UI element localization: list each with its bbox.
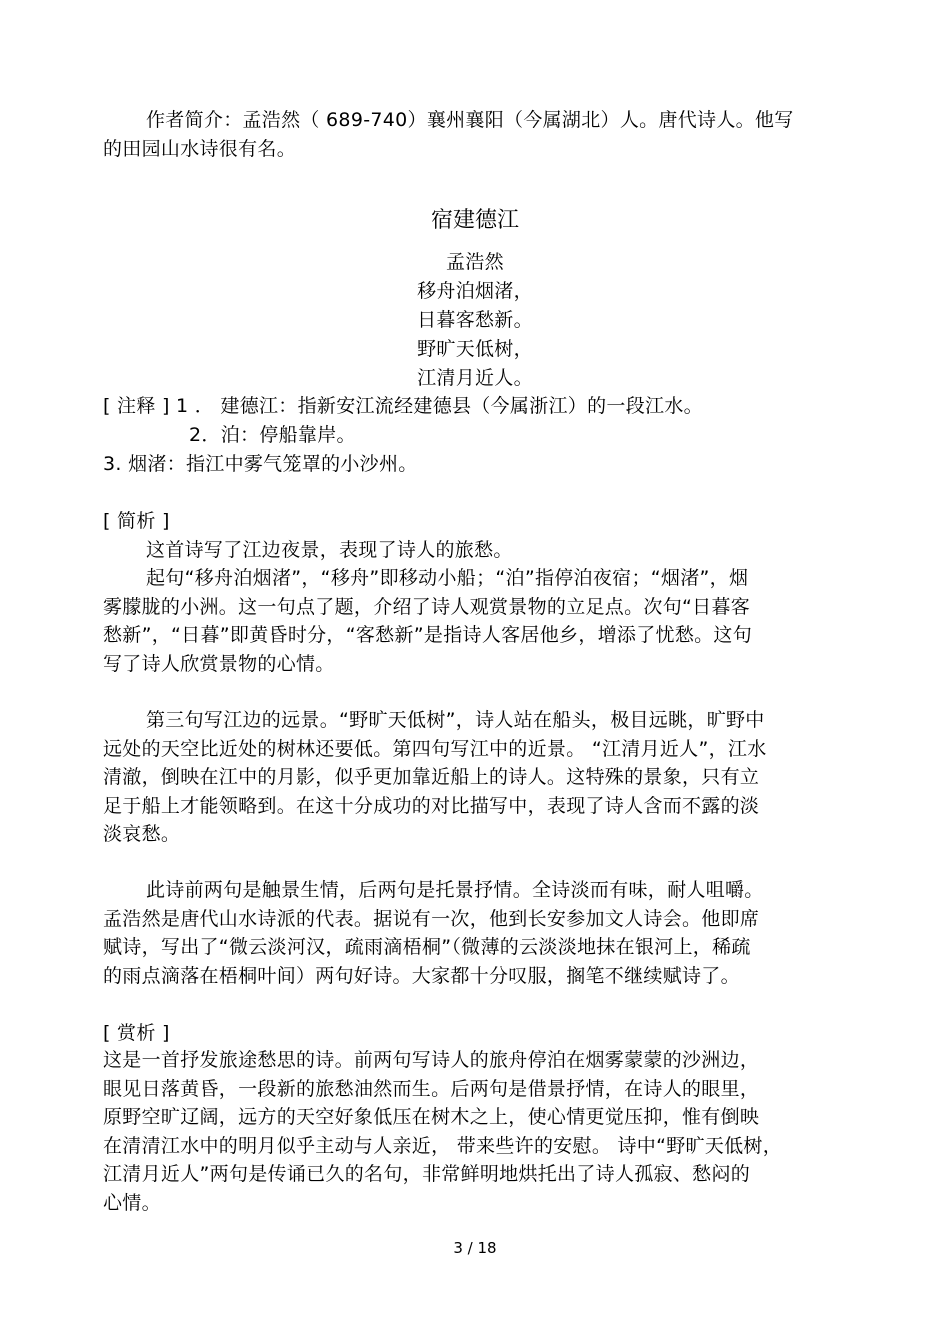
analysis-line: 淡哀愁。 [103,823,181,845]
analysis-line: 雾朦胧的小洲。这一句点了题，介绍了诗人观赏景物的立足点。次句“日暮客 [103,596,751,618]
author-intro-line-2: 的田园山水诗很有名。 [103,138,297,160]
appreciation-line: 这是一首抒发旅途愁思的诗。前两句写诗人的旅舟停泊在烟雾蒙蒙的沙洲边， [103,1049,760,1071]
poem-line-3: 野旷天低树， [417,338,533,360]
analysis-line: 远处的天空比近处的树林还要低。第四句写江中的近景。 “江清月近人”，江水 [103,738,767,760]
note-line-3: 3. 烟渚：指江中雾气笼罩的小沙州。 [103,453,418,475]
analysis-line: 足于船上才能领略到。在这十分成功的对比描写中，表现了诗人含而不露的淡 [103,795,760,817]
note-line-2: 2．泊：停船靠岸。 [189,424,356,446]
analysis-line: 这首诗写了江边夜景，表现了诗人的旅愁。 [146,539,513,561]
analysis-line: 起句“移舟泊烟渚”，“移舟”即移动小船；“泊”指停泊夜宿；“烟渚”，烟 [146,567,749,589]
note-line-1: [ 注释 ] 1 ． 建德江：指新安江流经建德县（今属浙江）的一段江水。 [103,395,703,417]
analysis-line: 清澈，倒映在江中的月影，似乎更加靠近船上的诗人。这特殊的景象，只有立 [103,766,760,788]
analysis-line: 写了诗人欣赏景物的心情。 [103,653,335,675]
analysis-line: 孟浩然是唐代山水诗派的代表。据说有一次，他到长安参加文人诗会。他即席 [103,908,760,930]
poem-line-4: 江清月近人。 [417,367,533,389]
poem-author: 孟浩然 [446,251,504,273]
author-intro-line-1: 作者简介：孟浩然（ 689-740）襄州襄阳（今属湖北）人。唐代诗人。他写 [146,109,794,131]
appreciation-line: 江清月近人”两句是传诵已久的名句，非常鲜明地烘托出了诗人孤寂、愁闷的 [103,1163,751,1185]
analysis-line: 此诗前两句是触景生情，后两句是托景抒情。全诗淡而有味，耐人咀嚼。 [146,879,764,901]
appreciation-line: 在清清江水中的明月似乎主动与人亲近， 带来些许的安慰。 诗中“野旷天低树， [103,1135,783,1157]
appreciation-heading: [ 赏析 ] [103,1022,170,1044]
analysis-heading: [ 简析 ] [103,510,170,532]
analysis-line: 赋诗，写出了“微云淡河汉，疏雨滴梧桐”（微薄的云淡淡地抹在银河上，稀疏 [103,936,751,958]
appreciation-line: 原野空旷辽阔，远方的天空好象低压在树木之上，使心情更觉压抑，惟有倒映 [103,1106,760,1128]
poem-line-2: 日暮客愁新。 [417,309,533,331]
page-number: 3 / 18 [453,1239,497,1257]
appreciation-line: 眼见日落黄昏，一段新的旅愁油然而生。后两句是借景抒情，在诗人的眼里， [103,1078,760,1100]
poem-line-1: 移舟泊烟渚， [417,280,533,302]
poem-title: 宿建德江 [430,208,519,233]
analysis-line: 愁新”，“日暮”即黄昏时分，“客愁新”是指诗人客居他乡，增添了忧愁。这句 [103,624,753,646]
appreciation-line: 心情。 [103,1192,161,1214]
analysis-line: 的雨点滴落在梧桐叶间）两句好诗。大家都十分叹服，搁笔不继续赋诗了。 [103,965,740,987]
analysis-line: 第三句写江边的远景。“野旷天低树”，诗人站在船头，极目远眺，旷野中 [146,709,765,731]
